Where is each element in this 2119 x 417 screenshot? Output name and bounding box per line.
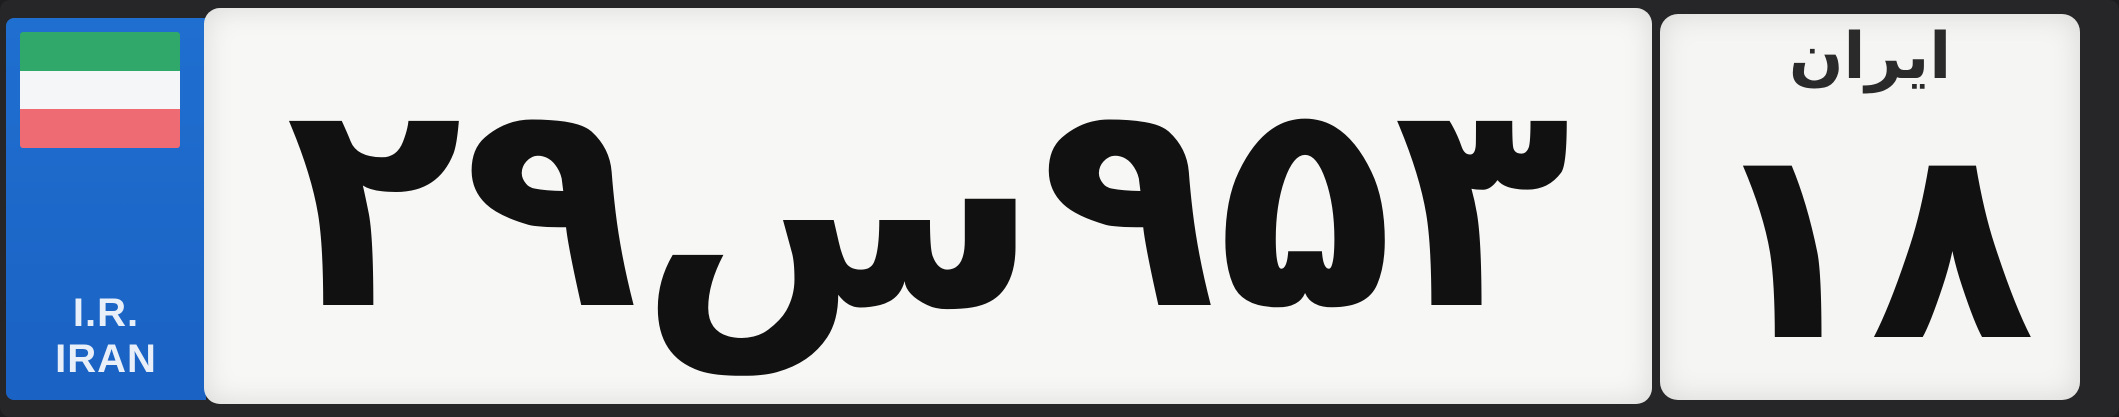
country-code: I.R. IRAN <box>55 291 157 381</box>
main-number-panel <box>204 8 1652 404</box>
region-code: ۱۸ <box>1705 86 2035 401</box>
region-label: ایران <box>1788 20 1952 94</box>
region-panel <box>1660 14 2080 400</box>
country-band <box>6 18 206 400</box>
iran-flag-icon <box>20 32 180 148</box>
plate-number: ۲۹س۹۵۳ <box>285 37 1571 374</box>
